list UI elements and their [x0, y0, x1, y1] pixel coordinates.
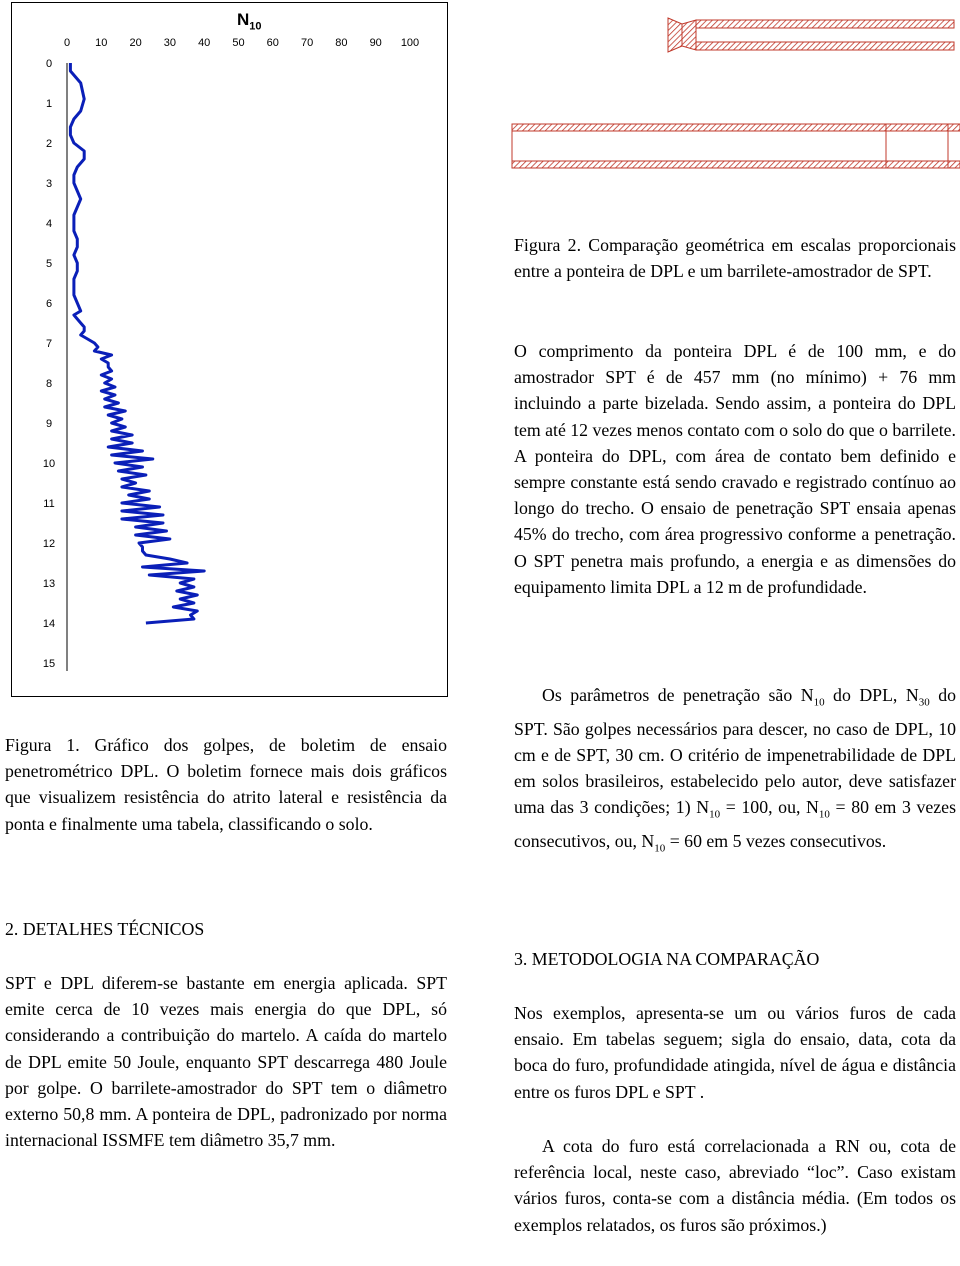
figure-1-caption: Figura 1. Gráfico dos golpes, de boletim de ensaio penetrométrico DPL. O boletim fornece mais dois gráficos que visualizem resistência do atrito lateral e resistência da ponta e finalmente uma tabela, classificando o solo. — [5, 735, 447, 834]
section-3-paragraph: Nos exemplos, apresenta-se um ou vários furos de cada ensaio. Em tabelas seguem; sigla do ensaio, data, cota da boca do furo, profundidade atingida, nível de água e distância entre os furos DPL e SPT . — [514, 1003, 956, 1102]
figure-2-caption: Figura 2. Comparação geométrica em escalas proporcionais entre a ponteira de DPL e um barrilete-amostrador de SPT. — [514, 235, 956, 282]
x-tick-label: 30 — [163, 37, 177, 49]
paragraph-parametros: Os parâmetros de penetração são $N_{10}$ do DPL, $N_{30}$ do SPT. São golpes necessários para descer, no caso de DPL, 10 cm e de SPT, 30 cm. O critério de impenetrabilidade de DPL em solos brasileiros, estabelecido pelo autor, deve satisfazer uma das 3 condições; 1) $N_{10} = 100$, ou, $N_{10} = 80$ em 3 vezes consecutivos, ou, $N_{10} = 60$ em 5 vezes consecutivos. — [514, 685, 956, 855]
y-tick-label: 14 — [42, 618, 56, 630]
y-tick-label: 8 — [45, 378, 53, 390]
y-tick-label: 6 — [45, 298, 53, 310]
section-3-paragraph-2: A cota do furo está correlacionada a RN ou, cota de referência local, neste caso, abreviado “loc”. Caso existam vários furos, conta-se com a distância média. (Em todos os exemplos relatados, os furos são próximos.) — [514, 1136, 956, 1235]
y-tick-label: 9 — [45, 418, 53, 430]
y-tick-label: 1 — [45, 98, 53, 110]
paragraph-comprimento: O comprimento da ponteira DPL é de 100 mm, e do amostrador SPT é de 457 mm (no mínimo) + 76 mm incluindo a parte bizelada. Sendo assim, a ponteira do DPL tem até 12 vezes menos contato com o solo do que o barrilete. A ponteira do DPL, com área de contato bem definido e sempre constante está sendo cravado e registrado contínuo ao longo do trecho. O ensaio de penetração SPT ensaia apenas 45% do trecho, com área progressivo conforme a penetração. O SPT penetra mais profundo, a energia e as dimensões do equipamento limita DPL a 12 m de profundidade. — [514, 341, 956, 597]
section-2-paragraph: SPT e DPL diferem-se bastante em energia aplicada. SPT emite cerca de 10 vezes mais energia do que DPL, só considerando a contribuição do martelo. A caída do martelo de DPL emite 50 Joule, enquanto SPT descarrega 480 Joule por golpe. O barrilete-amostrador do SPT tem o diâmetro externo 50,8 mm. A ponteira de DPL, padronizado por norma internacional ISSMFE tem diâmetro 35,7 mm. — [5, 973, 447, 1151]
x-tick-label: 10 — [95, 37, 108, 49]
x-tick-label: 70 — [300, 37, 314, 49]
chart-title: $N_{10}$ — [237, 10, 262, 33]
section-2-heading: 2. DETALHES TÉCNICOS — [5, 919, 205, 939]
y-tick-label: 11 — [43, 498, 55, 510]
x-tick-label: 100 — [400, 37, 420, 49]
y-tick-label: 12 — [42, 538, 56, 550]
dpl-tip-drawing — [668, 18, 954, 52]
section-3-heading: 3. METODOLOGIA NA COMPARAÇÃO — [514, 949, 820, 969]
chart-plot — [12, 3, 447, 696]
y-tick-label: 3 — [45, 178, 53, 190]
y-tick-label: 15 — [42, 658, 56, 670]
x-tick-label: 0 — [63, 37, 71, 49]
y-tick-label: 10 — [42, 458, 56, 470]
x-tick-label: 40 — [198, 37, 211, 49]
x-tick-label: 80 — [335, 37, 348, 49]
n10-series-line — [70, 63, 204, 623]
spt-sampler-drawing — [512, 124, 960, 168]
dpl-spt-comparison-drawing — [500, 0, 960, 180]
y-tick-label: 5 — [45, 258, 53, 270]
dpl-blow-count-chart — [11, 2, 448, 697]
y-tick-label: 0 — [45, 58, 53, 70]
y-tick-label: 2 — [45, 138, 53, 150]
y-tick-label: 4 — [45, 218, 53, 230]
x-tick-label: 20 — [129, 37, 142, 49]
x-tick-label: 60 — [266, 37, 279, 49]
x-tick-label: 50 — [232, 37, 245, 49]
x-tick-label: 90 — [369, 37, 382, 49]
y-tick-label: 7 — [45, 338, 53, 350]
y-tick-label: 13 — [42, 578, 56, 590]
